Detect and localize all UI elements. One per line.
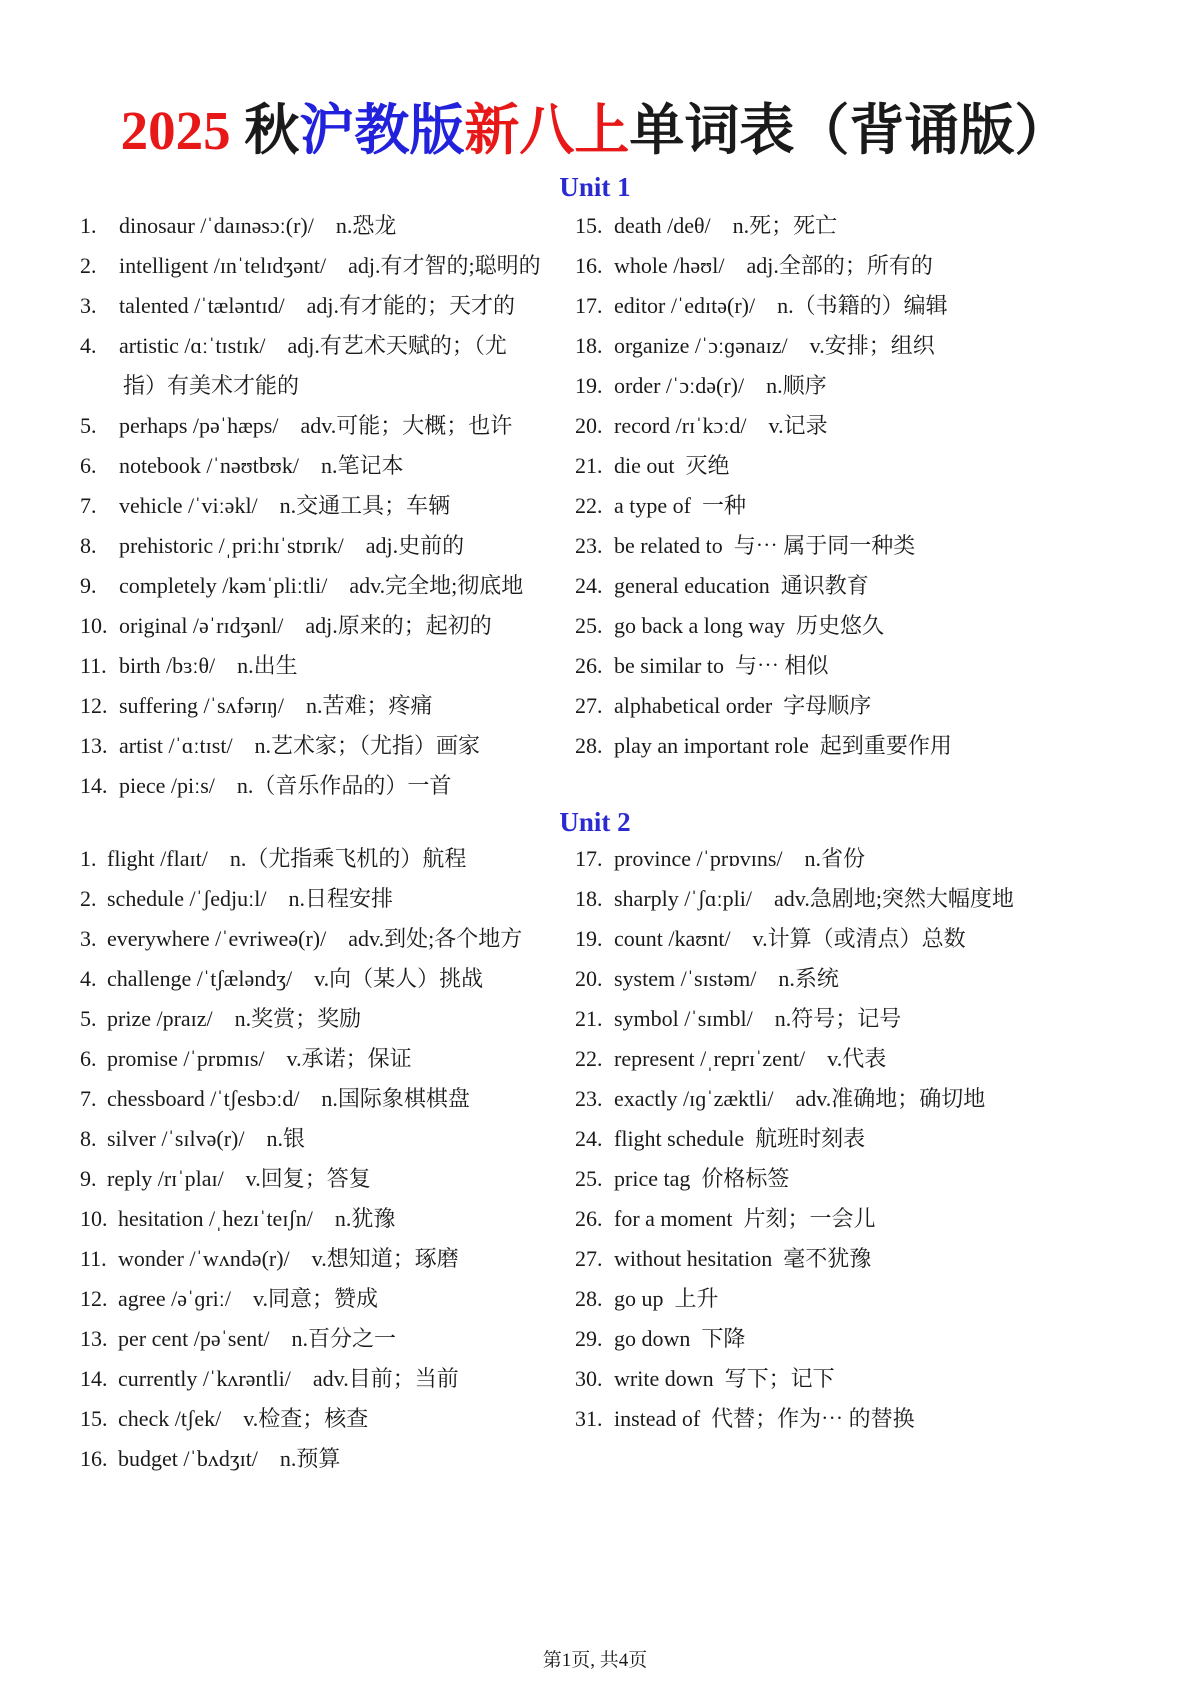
entry-text: organize /ˈɔːɡənaɪz/ v.安排；组织: [614, 333, 935, 358]
entry-text: challenge /ˈtʃæləndʒ/ v.向（某人）挑战: [107, 966, 484, 991]
word-entry: [575, 406, 952, 446]
entry-text: per cent /pəˈsent/ n.百分之一: [118, 1326, 396, 1351]
entry-number: 13.: [80, 733, 108, 758]
entry-text: reply /rɪˈplaɪ/ v.回复；答复: [107, 1166, 371, 1191]
entry-number: 18.: [575, 886, 603, 911]
word-entry: [575, 999, 1014, 1039]
word-entry: [575, 1279, 1014, 1319]
word-entry: [575, 919, 1014, 959]
title-part: 秋: [244, 100, 300, 161]
entry-text: perhaps /pəˈhæps/ adv.可能；大概；也许: [119, 413, 513, 438]
entry-number: 4.: [80, 966, 97, 991]
unit-2-right-column: [575, 839, 1014, 1439]
entry-number: 14.: [80, 773, 108, 798]
entry-text: go up 上升: [614, 1286, 719, 1311]
word-entry: [80, 686, 541, 726]
entry-number: 9.: [80, 573, 97, 598]
entry-text: talented /ˈtæləntɪd/ adj.有才能的；天才的: [119, 293, 515, 318]
entry-number: 25.: [575, 1166, 603, 1191]
word-entry: [80, 326, 541, 366]
word-entry: [575, 1199, 1014, 1239]
word-entry: [80, 646, 541, 686]
entry-number: 12.: [80, 693, 108, 718]
word-entry: [575, 526, 952, 566]
word-entry: [80, 526, 541, 566]
word-entry: [80, 286, 541, 326]
entry-number: 9.: [80, 1166, 97, 1191]
word-entry: [80, 566, 541, 606]
entry-number: 15.: [80, 1406, 108, 1431]
word-entry: [80, 446, 541, 486]
word-entry: [575, 1359, 1014, 1399]
entry-text: without hesitation 毫不犹豫: [614, 1246, 872, 1271]
word-entry-continuation: [80, 366, 541, 406]
entry-text: count /kaʊnt/ v.计算（或清点）总数: [614, 926, 966, 951]
entry-number: 19.: [575, 926, 603, 951]
title-part: 2025: [120, 100, 245, 161]
word-entry: [80, 1279, 522, 1319]
entry-number: 17.: [575, 293, 603, 318]
word-entry: [575, 286, 952, 326]
entry-text: go back a long way 历史悠久: [614, 613, 885, 638]
entry-text: schedule /ˈʃedjuːl/ n.日程安排: [107, 886, 393, 911]
entry-number: 29.: [575, 1326, 603, 1351]
word-entry: [80, 406, 541, 446]
entry-number: 24.: [575, 573, 603, 598]
word-entry: [80, 606, 541, 646]
entry-text: piece /piːs/ n.（音乐作品的）一首: [119, 773, 452, 798]
entry-number: 17.: [575, 846, 603, 871]
entry-text: exactly /ɪɡˈzæktli/ adv.准确地；确切地: [614, 1086, 986, 1111]
entry-number: 25.: [575, 613, 603, 638]
word-entry: [80, 1199, 522, 1239]
word-entry: [575, 1159, 1014, 1199]
entry-number: 18.: [575, 333, 603, 358]
entry-text: intelligent /ɪnˈtelɪdʒənt/ adj.有才智的;聪明的: [119, 253, 541, 278]
entry-number: 16.: [575, 253, 603, 278]
word-entry: [575, 1119, 1014, 1159]
word-entry: [80, 1239, 522, 1279]
entry-text: province /ˈprɒvɪns/ n.省份: [614, 846, 866, 871]
entry-number: 21.: [575, 453, 603, 478]
entry-text: a type of 一种: [614, 493, 746, 518]
entry-number: 19.: [575, 373, 603, 398]
entry-text: play an important role 起到重要作用: [614, 733, 952, 758]
entry-number: 20.: [575, 413, 603, 438]
entry-number: 20.: [575, 966, 603, 991]
entry-text: notebook /ˈnəʊtbʊk/ n.笔记本: [119, 453, 404, 478]
word-entry: [80, 726, 541, 766]
entry-text: artist /ˈɑːtɪst/ n.艺术家；（尤指）画家: [119, 733, 481, 758]
entry-number: 3.: [80, 293, 97, 318]
entry-text: flight schedule 航班时刻表: [614, 1126, 866, 1151]
entry-text: completely /kəmˈpliːtli/ adv.完全地;彻底地: [119, 573, 524, 598]
word-entry: [575, 1319, 1014, 1359]
word-entry: [80, 1079, 522, 1119]
entry-number: 8.: [80, 1126, 97, 1151]
entry-text: price tag 价格标签: [614, 1166, 790, 1191]
entry-text: represent /ˌreprɪˈzent/ v.代表: [614, 1046, 887, 1071]
entry-text: write down 写下；记下: [614, 1366, 835, 1391]
entry-text: 指）有美术才能的: [123, 373, 300, 398]
entry-number: 24.: [575, 1126, 603, 1151]
entry-text: suffering /ˈsʌfərɪŋ/ n.苦难；疼痛: [119, 693, 433, 718]
word-entry: [575, 726, 952, 766]
entry-text: budget /ˈbʌdʒɪt/ n.预算: [118, 1446, 341, 1471]
word-entry: [575, 246, 952, 286]
entry-text: silver /ˈsɪlvə(r)/ n.银: [107, 1126, 305, 1151]
word-entry: [575, 1079, 1014, 1119]
entry-number: 1.: [80, 213, 97, 238]
word-entry: [575, 366, 952, 406]
entry-text: death /deθ/ n.死；死亡: [614, 213, 838, 238]
word-entry: [80, 839, 522, 879]
word-entry: [80, 246, 541, 286]
word-entry: [80, 999, 522, 1039]
word-entry: [80, 919, 522, 959]
entry-number: 12.: [80, 1286, 108, 1311]
word-entry: [80, 1359, 522, 1399]
entry-number: 26.: [575, 1206, 603, 1231]
entry-text: flight /flaɪt/ n.（尤指乘飞机的）航程: [107, 846, 467, 871]
entry-number: 23.: [575, 533, 603, 558]
word-entry: [575, 879, 1014, 919]
word-entry: [575, 1039, 1014, 1079]
entry-number: 7.: [80, 1086, 97, 1111]
entry-number: 5.: [80, 413, 97, 438]
word-entry: [80, 766, 541, 806]
entry-text: vehicle /ˈviːəkl/ n.交通工具；车辆: [119, 493, 451, 518]
entry-text: prehistoric /ˌpriːhɪˈstɒrɪk/ adj.史前的: [119, 533, 465, 558]
entry-number: 27.: [575, 1246, 603, 1271]
entry-number: 27.: [575, 693, 603, 718]
entry-text: be similar to 与⋯ 相似: [614, 653, 829, 678]
word-entry: [575, 1399, 1014, 1439]
entry-number: 14.: [80, 1366, 108, 1391]
page-footer: 第1页, 共4页: [542, 1650, 648, 1671]
word-entry: [575, 839, 1014, 879]
word-entry: [575, 566, 952, 606]
entry-number: 28.: [575, 1286, 603, 1311]
word-entry: [575, 1239, 1014, 1279]
entry-number: 7.: [80, 493, 97, 518]
unit-1-right-column: [575, 206, 952, 766]
entry-text: agree /əˈɡriː/ v.同意；赞成: [118, 1286, 379, 1311]
entry-text: system /ˈsɪstəm/ n.系统: [614, 966, 839, 991]
entry-number: 5.: [80, 1006, 97, 1031]
word-entry: [575, 646, 952, 686]
word-entry: [80, 1399, 522, 1439]
entry-text: sharply /ˈʃɑːpli/ adv.急剧地;突然大幅度地: [614, 886, 1014, 911]
entry-text: general education 通识教育: [614, 573, 869, 598]
word-entry: [575, 206, 952, 246]
title-part: 单词表（背诵版）: [629, 100, 1070, 161]
word-entry: [80, 1119, 522, 1159]
entry-number: 28.: [575, 733, 603, 758]
entry-text: whole /həʊl/ adj.全部的；所有的: [614, 253, 933, 278]
word-entry: [80, 1039, 522, 1079]
entry-number: 6.: [80, 453, 97, 478]
title-part: 新八上: [464, 100, 630, 161]
entry-number: 21.: [575, 1006, 603, 1031]
entry-text: promise /ˈprɒmɪs/ v.承诺；保证: [107, 1046, 412, 1071]
entry-number: 16.: [80, 1446, 108, 1471]
entry-text: currently /ˈkʌrəntli/ adv.目前；当前: [118, 1366, 459, 1391]
entry-text: go down 下降: [614, 1326, 746, 1351]
entry-number: 13.: [80, 1326, 108, 1351]
entry-text: dinosaur /ˈdaɪnəsɔː(r)/ n.恐龙: [119, 213, 397, 238]
entry-number: 4.: [80, 333, 97, 358]
word-entry: [80, 959, 522, 999]
entry-text: artistic /ɑːˈtɪstɪk/ adj.有艺术天赋的；（尤: [119, 333, 507, 358]
word-entry: [575, 959, 1014, 999]
word-entry: [80, 486, 541, 526]
entry-number: 31.: [575, 1406, 603, 1431]
entry-text: wonder /ˈwʌndə(r)/ v.想知道；琢磨: [118, 1246, 459, 1271]
entry-number: 26.: [575, 653, 603, 678]
entry-number: 3.: [80, 926, 97, 951]
entry-text: everywhere /ˈevriweə(r)/ adv.到处;各个地方: [107, 926, 523, 951]
entry-number: 22.: [575, 493, 603, 518]
entry-text: for a moment 片刻；一会儿: [614, 1206, 876, 1231]
page-title: [0, 96, 1190, 166]
entry-text: chessboard /ˈtʃesbɔːd/ n.国际象棋棋盘: [107, 1086, 470, 1111]
entry-number: 6.: [80, 1046, 97, 1071]
entry-number: 8.: [80, 533, 97, 558]
entry-number: 1.: [80, 846, 97, 871]
title-part: 沪教版: [299, 100, 465, 161]
word-entry: [575, 326, 952, 366]
entry-text: die out 灭绝: [614, 453, 730, 478]
entry-number: 10.: [80, 1206, 108, 1231]
entry-number: 15.: [575, 213, 603, 238]
unit-1-left-column: [80, 206, 541, 806]
unit-1-heading: Unit 1: [559, 172, 631, 202]
word-entry: [80, 1319, 522, 1359]
word-entry: [80, 1439, 522, 1479]
entry-text: check /tʃek/ v.检查；核查: [118, 1406, 369, 1431]
entry-text: instead of 代替；作为⋯ 的替换: [614, 1406, 915, 1431]
entry-text: hesitation /ˌhezɪˈteɪʃn/ n.犹豫: [118, 1206, 396, 1231]
word-entry: [80, 1159, 522, 1199]
word-entry: [80, 206, 541, 246]
word-entry: [575, 446, 952, 486]
entry-text: order /ˈɔːdə(r)/ n.顺序: [614, 373, 827, 398]
entry-number: 30.: [575, 1366, 603, 1391]
word-entry: [575, 606, 952, 646]
entry-text: birth /bɜːθ/ n.出生: [119, 653, 298, 678]
entry-number: 2.: [80, 253, 97, 278]
unit-2-left-column: [80, 839, 522, 1479]
entry-number: 2.: [80, 886, 97, 911]
entry-text: editor /ˈedɪtə(r)/ n.（书籍的）编辑: [614, 293, 948, 318]
entry-text: original /əˈrɪdʒənl/ adj.原来的；起初的: [119, 613, 492, 638]
word-entry: [575, 686, 952, 726]
entry-text: symbol /ˈsɪmbl/ n.符号；记号: [614, 1006, 902, 1031]
entry-number: 10.: [80, 613, 108, 638]
entry-number: 23.: [575, 1086, 603, 1111]
unit-2-heading: Unit 2: [559, 807, 631, 837]
word-entry: [80, 879, 522, 919]
word-entry: [575, 486, 952, 526]
entry-number: 11.: [80, 653, 107, 678]
entry-text: be related to 与⋯ 属于同一种类: [614, 533, 916, 558]
entry-text: record /rɪˈkɔːd/ v.记录: [614, 413, 828, 438]
entry-number: 22.: [575, 1046, 603, 1071]
entry-text: alphabetical order 字母顺序: [614, 693, 872, 718]
entry-number: 11.: [80, 1246, 107, 1271]
entry-text: prize /praɪz/ n.奖赏；奖励: [107, 1006, 362, 1031]
